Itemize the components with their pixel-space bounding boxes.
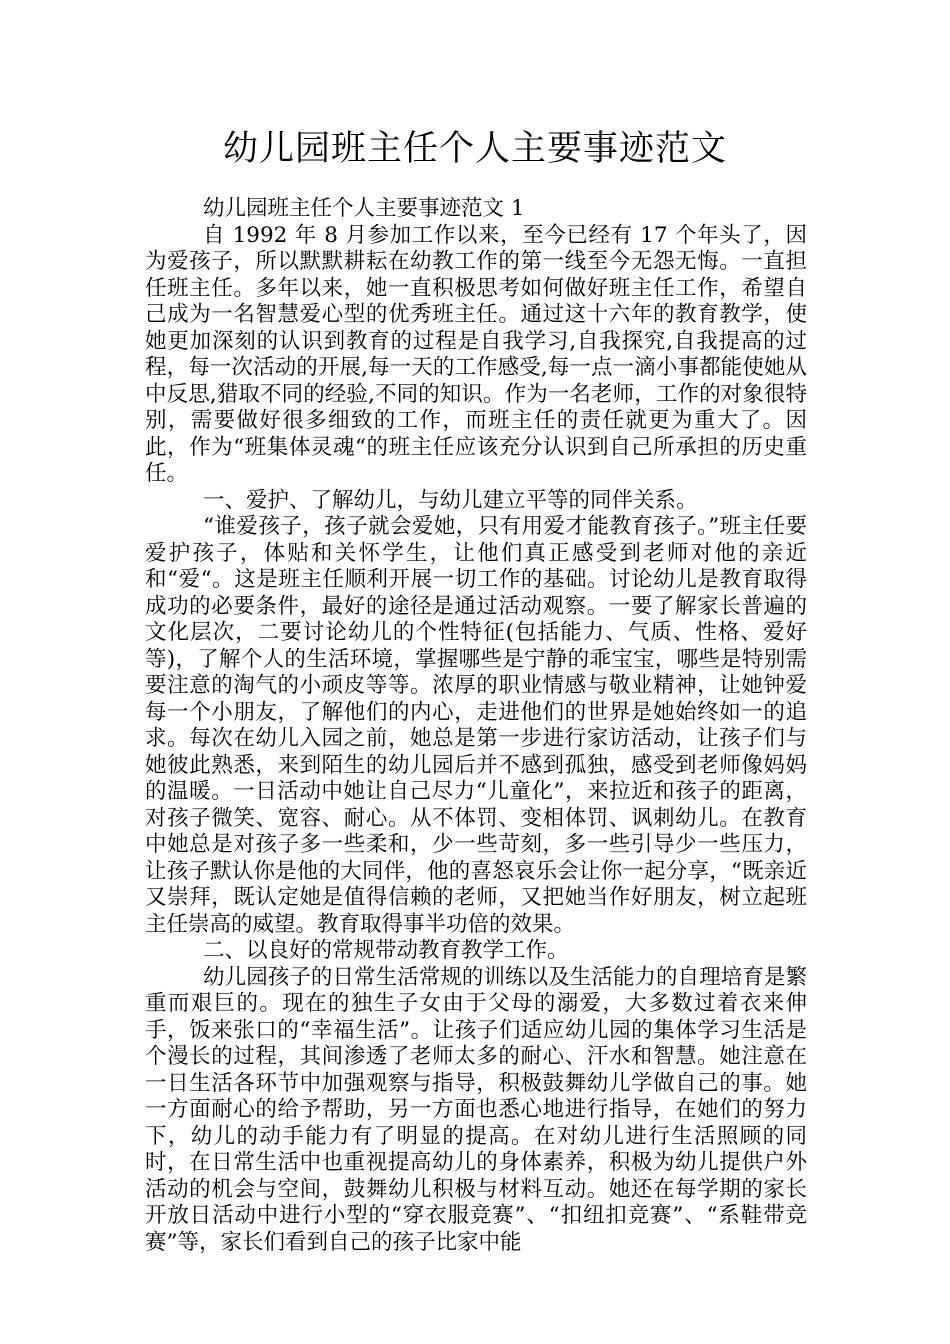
section-heading-1: 一、爱护、了解幼儿，与幼儿建立平等的同伴关系。 — [203, 487, 698, 513]
document-title: 幼儿园班主任个人主要事迹范文 — [222, 129, 727, 169]
paragraph-section-1: “谁爱孩子，孩子就会爱她，只有用爱才能教育孩子。”班主任要爱护孩子，体贴和关怀学生，让他们真正感受到老师对他的亲近和“爱“。这是班主任顺利开展一切工作的基础。讨论幼儿是教育取得成功的必要条件，最好的途径是通过活动观察。一要了解家长普遍的文化层次，二要讨论幼儿的个性特征(包括能力、气质、性格、爱好等)，了解个人的生活环境，掌握哪些是宁静的乖宝宝，哪些是特别需要注意的淘气的小顽皮等等。浓厚的职业情感与敬业精神，让她钟爱每一个小朋友，了解他们的内心，走进他们的世界是她始终如一的追求。每次在幼儿入园之前，她总是第一步进行家访活动，让孩子们与她彼此熟悉，来到陌生的幼儿园后并不感到孤独，感受到老师像妈妈的温暖。一日活动中她让自己尽力“儿童化”，来拉近和孩子的距离，对孩子微笑、宽容、耐心。从不体罚、变相体罚、讽刺幼儿。在教育中她总是对孩子多一些柔和，少一些苛刻，多一些引导少一些压力，让孩子默认你是他的大同伴，他的喜怒哀乐会让你一起分享，“既亲近又崇拜，既认定她是值得信赖的老师，又把她当作好朋友，树立起班主任崇高的威望。教育取得事半功倍的效果。 — [145, 514, 807, 937]
section-heading-2: 二、以良好的常规带动教育教学工作。 — [203, 938, 569, 963]
document-body — [145, 196, 807, 1256]
paragraph-subtitle: 幼儿园班主任个人主要事迹范文 1 — [203, 196, 525, 221]
paragraph-section-2: 幼儿园孩子的日常生活常规的训练以及生活能力的自理培育是繁重而艰巨的。现在的独生子女由于父母的溺爱，大多数过着衣来伸手，饭来张口的“幸福生活”。让孩子们适应幼儿园的集体学习生活是个漫长的过程，其间渗透了老师太多的耐心、汗水和智慧。她注意在一日生活各环节中加强观察与指导，积极鼓舞幼儿学做自己的事。她一方面耐心的给予帮助，另一方面也悉心地进行指导，在她们的努力下，幼儿的动手能力有了明显的提高。在对幼儿进行生活照顾的同时，在日常生活中也重视提高幼儿的身体素养，积极为幼儿提供户外活动的机会与空间，鼓舞幼儿积极与材料互动。她还在每学期的家长开放日活动中进行小型的“穿衣服竞赛”、“扣纽扣竞赛”、“系鞋带竞赛”等，家长们看到自己的孩子比家中能 — [145, 964, 807, 1255]
paragraph-intro: 自 1992 年 8 月参加工作以来，至今已经有 17 个年头了，因为爱孩子，所以默默耕耘在幼教工作的第一线至今无怨无悔。一直担任班主任。多年以来，她一直积极思考如何做好班主任工作，希望自己成为一名智慧爱心型的优秀班主任。通过这十六年的教育教学，使她更加深刻的认识到教育的过程是自我学习,自我探究,自我提高的过程，每一次活动的开展,每一天的工作感受,每一点一滴小事都能使她从中反思,猎取不同的经验,不同的知识。作为一名老师，工作的对象很特别，需要做好很多细致的工作，而班主任的责任就更为重大了。因此，作为“班集体灵魂“的班主任应该充分认识到自己所承担的历史重任。 — [145, 222, 807, 486]
